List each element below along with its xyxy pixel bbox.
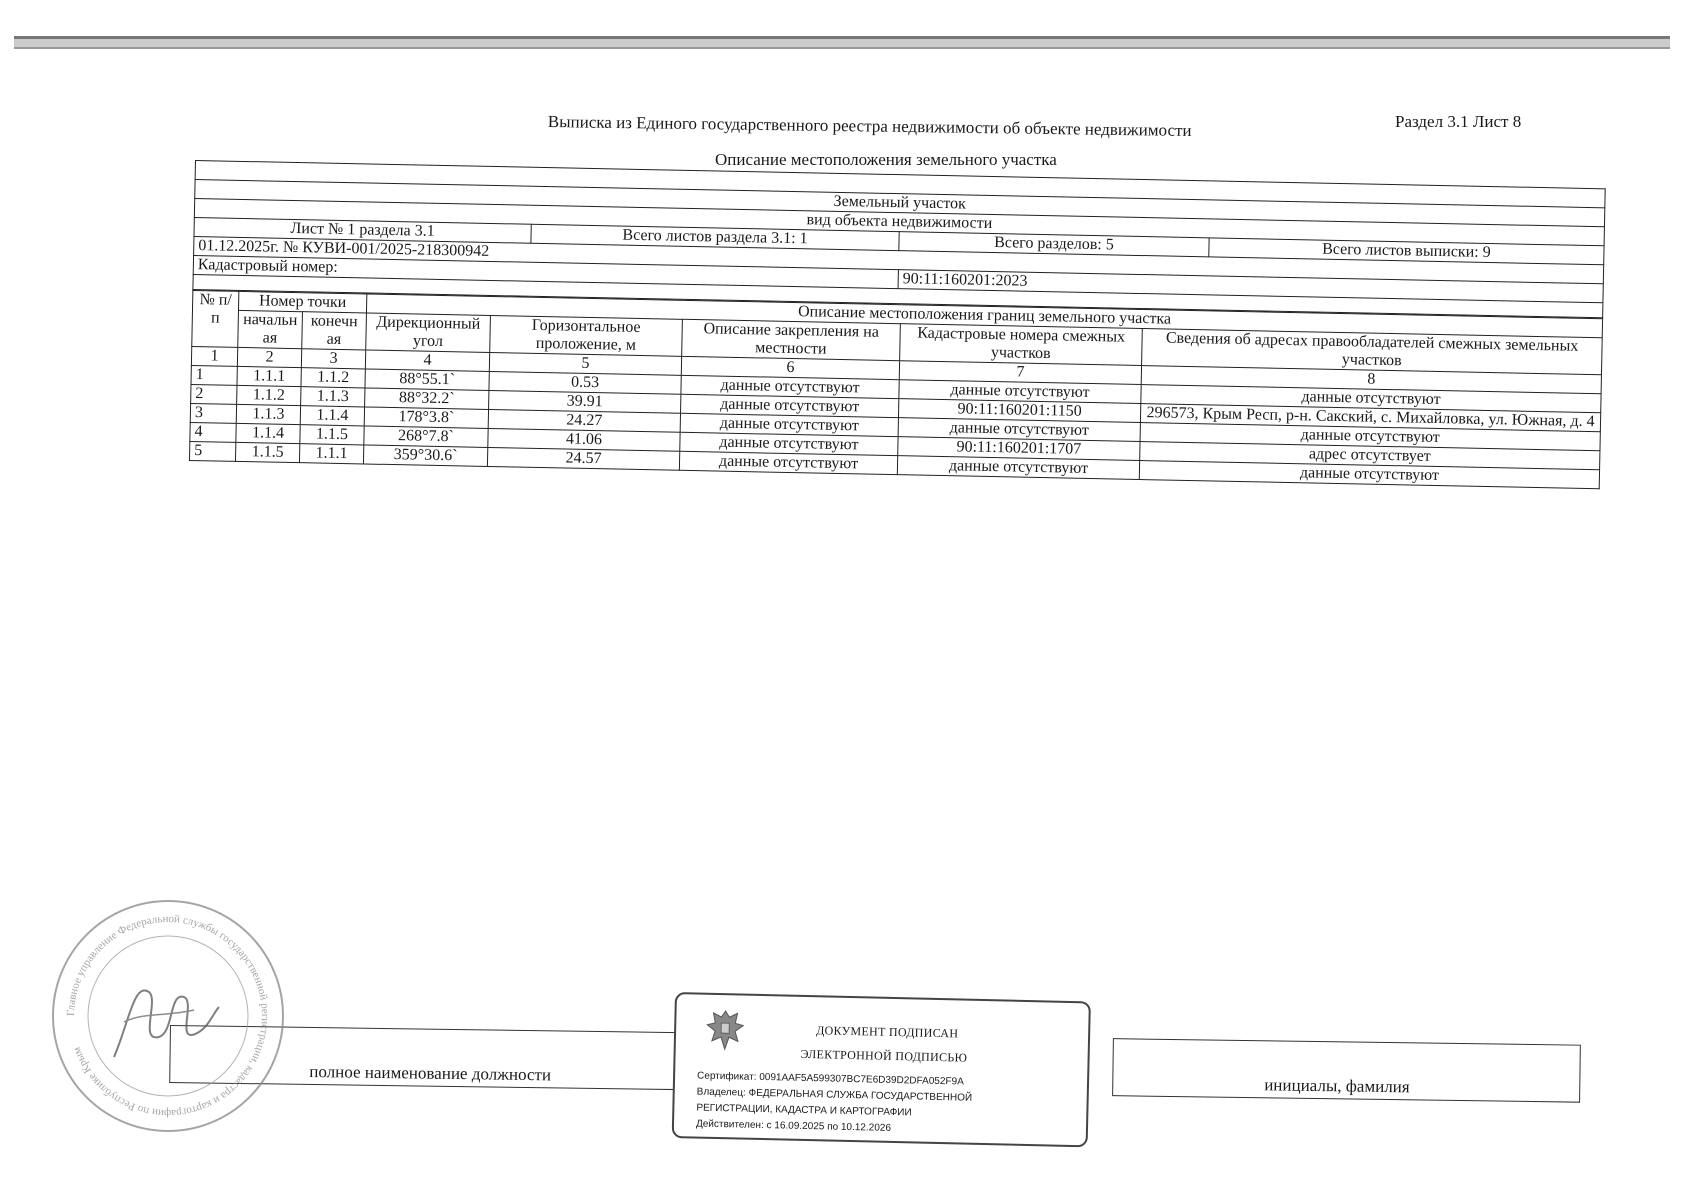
header-num: № п/п	[192, 290, 239, 347]
col-number: 6	[681, 356, 899, 379]
horizontal-length: 41.06	[488, 428, 680, 451]
name-caption: инициалы, фамилия	[1264, 1075, 1410, 1097]
owner-address: данные отсутствуют	[1140, 423, 1600, 451]
start-point: 1.1.3	[236, 404, 300, 424]
extract-sheet	[189, 160, 1605, 489]
direction-angle: 268°7.8`	[364, 426, 488, 447]
adjacent-cadastral: данные отсутствуют	[897, 456, 1139, 480]
date-and-number: 01.12.2025г. № КУВИ-001/2025-218300942	[194, 236, 1604, 283]
header-end-point: конечн ая	[302, 312, 367, 350]
owner-address: адрес отсутствует	[1140, 442, 1600, 470]
direction-angle: 88°55.1`	[365, 369, 489, 390]
certificate-owner-line2: РЕГИСТРАЦИИ, КАДАСТРА И КАРТОГРАФИИ	[696, 1102, 912, 1119]
row-num: 4	[190, 422, 236, 442]
fixing-description: данные отсутствуют	[680, 413, 898, 436]
horizontal-length: 24.57	[487, 447, 679, 470]
direction-angle: 359°30.6`	[363, 445, 487, 466]
certificate-validity: Действителен: с 16.09.2025 по 10.12.2026	[695, 1118, 892, 1134]
start-point: 1.1.2	[237, 385, 301, 405]
end-point: 1.1.5	[300, 425, 364, 445]
owner-address: данные отсутствуют	[1141, 385, 1601, 413]
adjacent-cadastral: 90:11:160201:1150	[898, 399, 1140, 423]
owner-address: данные отсутствуют	[1139, 461, 1599, 489]
end-point: 1.1.1	[299, 444, 363, 464]
fixing-description: данные отсутствуют	[679, 451, 897, 474]
handwritten-signature-icon	[104, 962, 224, 1072]
sheets-in-section: Всего листов раздела 3.1: 1	[531, 224, 899, 250]
adjacent-cadastral: данные отсутствуют	[899, 380, 1141, 404]
fixing-description: данные отсутствуют	[681, 375, 899, 398]
col-number: 8	[1141, 366, 1601, 394]
adjacent-cadastral: 90:11:160201:1707	[898, 437, 1140, 461]
object-type-value: Земельный участок	[195, 180, 1605, 227]
header-length: Горизонтальное проложение, м	[490, 315, 683, 356]
horizontal-length: 39.91	[489, 390, 681, 413]
boundaries-table	[189, 290, 1603, 489]
start-point: 1.1.1	[237, 366, 301, 386]
boundaries-caption: Описание местоположения границ земельного участка	[366, 294, 1602, 338]
col-number: 3	[301, 349, 365, 369]
fixing-description: данные отсутствуют	[680, 432, 898, 455]
col-number: 5	[489, 352, 681, 375]
row-num: 3	[190, 403, 236, 423]
end-point: 1.1.3	[301, 387, 365, 407]
section-sheet-label: Раздел 3.1 Лист 8	[1395, 112, 1522, 131]
direction-angle: 178°3.8`	[364, 407, 488, 428]
header-adjacent: Кадастровые номера смежных участков	[900, 324, 1143, 366]
col-number: 4	[365, 350, 489, 371]
total-sections: Всего разделов: 5	[899, 232, 1209, 257]
header-fixing: Описание закрепления на местности	[682, 319, 901, 360]
adjacent-cadastral: данные отсутствуют	[898, 418, 1140, 442]
start-point: 1.1.4	[236, 423, 300, 443]
header-owners: Сведения об адресах правообладателей смежных земельных участков	[1142, 329, 1603, 375]
col-number: 2	[237, 347, 301, 367]
end-point: 1.1.2	[301, 368, 365, 388]
document-title: Выписка из Единого государственного реестра недвижимости об объекте недвижимости	[547, 112, 1192, 140]
direction-angle: 88°32.2`	[365, 388, 489, 409]
certificate-owner-line1: Владелец: ФЕДЕРАЛЬНАЯ СЛУЖБА ГОСУДАРСТВЕННОЙ	[696, 1086, 973, 1104]
position-caption: полное наименование должности	[309, 1061, 552, 1085]
coat-of-arms-icon	[704, 1007, 747, 1054]
seal-text: Главное управление Федеральной службы государственной регистрации, кадастра и картографии по Республике Крым	[64, 912, 272, 1120]
total-sheets: Всего листов выписки: 9	[1209, 238, 1604, 265]
signature-title-line2: ЭЛЕКТРОННОЙ ПОДПИСЬЮ	[800, 1046, 968, 1065]
row-num: 2	[191, 384, 237, 404]
horizontal-length: 0.53	[489, 371, 681, 394]
certificate-number: Сертификат: 0091AAF5A599307BC7E6D39D2DFA052F9A	[696, 1070, 964, 1088]
header-start-point: начальн ая	[238, 310, 303, 348]
cadastral-number: 90:11:160201:2023	[898, 270, 1603, 303]
row-num: 1	[191, 365, 237, 385]
top-scan-bar	[14, 36, 1670, 49]
object-type-caption: вид объекта недвижимости	[194, 199, 1604, 246]
official-seal	[52, 900, 284, 1132]
col-number: 7	[899, 361, 1141, 385]
header-angle: Дирекционный угол	[366, 313, 491, 352]
electronic-signature-box	[672, 992, 1091, 1147]
start-point: 1.1.5	[235, 442, 299, 462]
row-num: 5	[189, 441, 235, 461]
cadastral-label: Кадастровый номер:	[193, 255, 898, 288]
sheet-number: Лист № 1 раздела 3.1	[194, 217, 531, 243]
horizontal-length: 24.27	[488, 409, 680, 432]
fixing-description: данные отсутствуют	[681, 394, 899, 417]
col-number: 1	[191, 346, 237, 366]
document-subtitle: Описание местоположения земельного участка	[715, 150, 1057, 169]
signature-title-line1: ДОКУМЕНТ ПОДПИСАН	[816, 1023, 959, 1041]
end-point: 1.1.4	[300, 406, 364, 426]
owner-address: 296573, Крым Респ, р-н. Сакский, с. Михайловка, ул. Южная, д. 4	[1140, 404, 1600, 432]
header-point: Номер точки	[238, 291, 366, 313]
